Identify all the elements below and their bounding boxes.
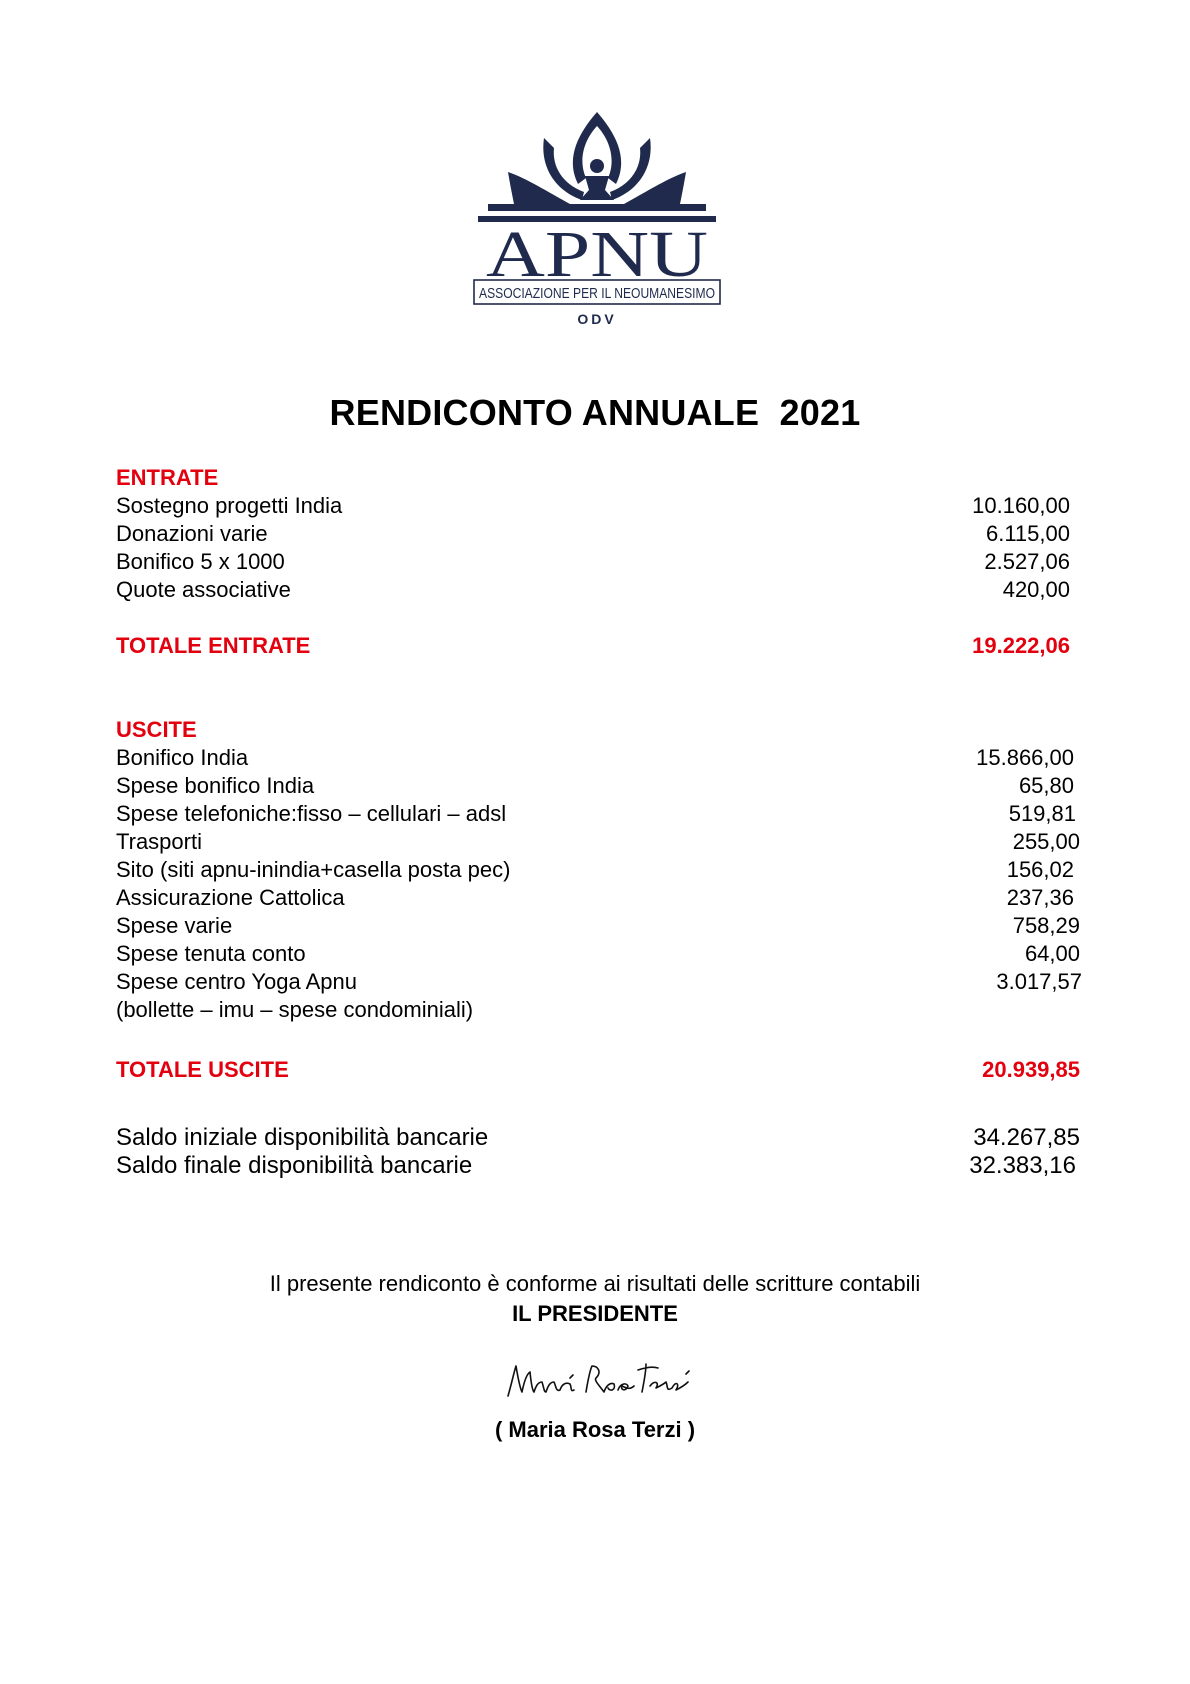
uscite-row [116,772,1080,800]
president-name: ( Maria Rosa Terzi ) [494,1417,696,1442]
uscite-row [116,744,1080,772]
uscite-total-value: 20.939,85 [982,1057,1080,1082]
uscite-value: 3.017,57 [996,969,1082,994]
entrate-row [116,520,1080,548]
entrate-total-row [116,632,1080,660]
entrate-value: 420,00 [1002,577,1070,602]
entrate-value: 2.527,06 [984,549,1070,574]
uscite-label: Spese varie [116,913,233,938]
saldo-value: 32.383,16 [969,1152,1076,1179]
uscite-value: 519,81 [1008,801,1076,826]
entrate-row [116,548,1080,576]
logo-brand: APNU [486,218,708,291]
entrate-value: 10.160,00 [972,493,1070,518]
uscite-value: 156,02 [1006,857,1074,882]
uscite-label: Assicurazione Cattolica [116,885,345,910]
uscite-row [116,856,1080,884]
president-role: IL PRESIDENTE [512,1301,678,1326]
uscite-row [116,800,1080,828]
uscite-total-label: TOTALE USCITE [116,1057,289,1082]
uscite-label: Trasporti [116,829,202,854]
logo-tag: ODV [577,311,617,327]
entrate-row [116,492,1080,520]
uscite-label: Spese tenuta conto [116,941,306,966]
entrate-heading: ENTRATE [116,465,219,490]
uscite-heading: USCITE [116,717,197,742]
uscite-row [116,828,1080,856]
entrate-label: Donazioni varie [116,521,268,546]
saldo-row [116,1152,1080,1182]
uscite-value: 237,36 [1006,885,1074,910]
uscite-row [116,940,1080,968]
entrate-label: Bonifico 5 x 1000 [116,549,285,574]
uscite-value: 64,00 [1024,941,1080,966]
uscite-value: 65,80 [1018,773,1074,798]
saldo-label: Saldo iniziale disponibilità bancarie [116,1124,489,1151]
uscite-value: 15.866,00 [976,745,1074,770]
uscite-label: Bonifico India [116,745,249,770]
uscite-label: Sito (siti apnu-inindia+casella posta pec) [116,857,511,882]
signature [500,1352,700,1404]
entrate-value: 6.115,00 [985,521,1070,546]
entrate-label: Quote associative [116,577,291,602]
uscite-label: Spese telefoniche:fisso – cellulari – adsl [116,801,507,826]
saldo-value: 34.267,85 [973,1124,1080,1151]
apnu-logo [474,108,720,348]
conformity-statement: Il presente rendiconto è conforme ai risultati delle scritture contabili [269,1271,921,1296]
uscite-row [116,884,1080,912]
saldo-label: Saldo finale disponibilità bancarie [116,1152,473,1179]
uscite-value: 255,00 [1012,829,1080,854]
saldo-row [116,1124,1080,1154]
uscite-row [116,968,1080,996]
entrate-row [116,576,1080,604]
uscite-value: 758,29 [1012,913,1080,938]
uscite-note-row [116,996,1080,1024]
entrate-total-label: TOTALE ENTRATE [116,633,311,658]
uscite-row [116,912,1080,940]
entrate-total-value: 19.222,06 [972,633,1070,658]
uscite-note: (bollette – imu – spese condominiali) [116,997,474,1022]
document-title: RENDICONTO ANNUALE 2021 [329,392,861,433]
uscite-label: Spese bonifico India [116,773,315,798]
uscite-label: Spese centro Yoga Apnu [116,969,357,994]
entrate-label: Sostegno progetti India [116,493,343,518]
uscite-total-row [116,1056,1080,1084]
logo-subtitle: ASSOCIAZIONE PER IL NEOUMANESIMO [479,285,715,302]
